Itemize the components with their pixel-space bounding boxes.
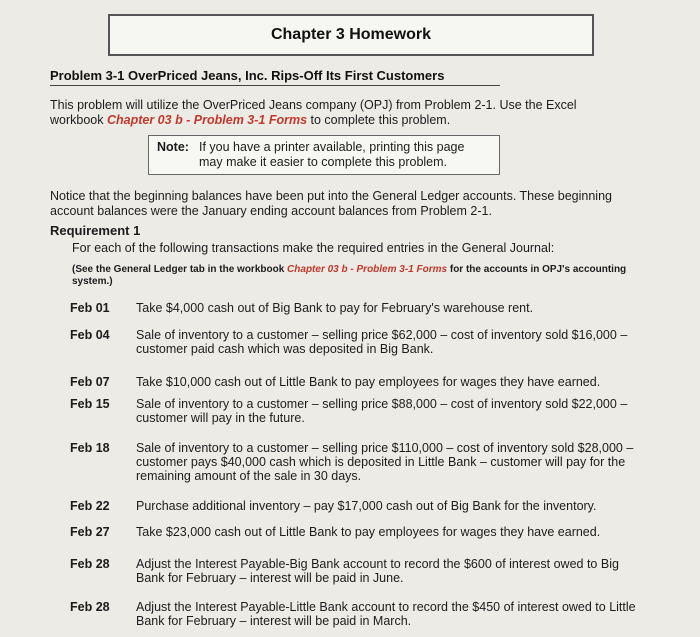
transaction-row: [70, 397, 640, 425]
transaction-description: Take $23,000 cash out of Little Bank to pay employees for wages they have earned.: [136, 525, 601, 539]
intro-text-after: to complete this problem.: [307, 113, 451, 127]
requirement-note-workbook: Chapter 03 b - Problem 3-1 Forms: [287, 264, 448, 275]
transaction-description: Sale of inventory to a customer – selling price $62,000 – cost of inventory sold $16,000 – customer paid cash which was deposited in Big Bank.: [136, 328, 628, 356]
note-box: [148, 135, 500, 175]
transaction-row: [70, 328, 640, 356]
requirement-intro: For each of the following transactions make the required entries in the General Journal:: [72, 241, 555, 255]
requirement-note: [72, 264, 642, 288]
transaction-row: [70, 441, 640, 483]
notice-paragraph: Notice that the beginning balances have been put into the General Ledger accounts. These beginning account balances were the January ending account balances from Problem 2-1.: [50, 189, 612, 218]
transaction-row: [70, 499, 640, 513]
requirement-note-after: for the accounts in OPJ's accounting system.): [72, 264, 627, 287]
transaction-date: Feb 28: [70, 600, 110, 614]
transaction-description: Sale of inventory to a customer – selling price $110,000 – cost of inventory sold $28,000 – customer pays $40,000 cash which is deposited in Little Bank – customer will pay for the remaining amount of the sale in 30 days.: [136, 441, 634, 483]
transaction-date: Feb 07: [70, 375, 110, 389]
transaction-date: Feb 27: [70, 525, 110, 539]
transaction-row: [70, 301, 640, 315]
requirement-note-before: (See the General Ledger tab in the workbook: [72, 264, 288, 275]
intro-paragraph: [50, 98, 630, 128]
transaction-description: Take $4,000 cash out of Big Bank to pay for February's warehouse rent.: [136, 301, 534, 315]
transaction-date: Feb 22: [70, 499, 110, 513]
page-title: Chapter 3 Homework: [270, 26, 432, 43]
title-box: [108, 14, 594, 56]
transaction-date: Feb 15: [70, 397, 110, 411]
transaction-row: [70, 525, 640, 539]
transaction-description: Sale of inventory to a customer – selling price $88,000 – cost of inventory sold $22,000 – customer will pay in the future.: [136, 397, 628, 425]
requirement-heading: Requirement 1: [50, 223, 141, 238]
transaction-date: Feb 01: [70, 301, 110, 315]
transaction-date: Feb 18: [70, 441, 110, 455]
transaction-date: Feb 28: [70, 557, 110, 571]
transaction-row: [70, 600, 640, 628]
transaction-date: Feb 04: [70, 328, 110, 342]
transaction-description: Take $10,000 cash out of Little Bank to pay employees for wages they have earned.: [136, 375, 601, 389]
workbook-name: Chapter 03 b - Problem 3-1 Forms: [106, 113, 308, 127]
transaction-row: [70, 375, 640, 389]
transaction-description: Adjust the Interest Payable-Big Bank account to record the $600 of interest owed to Big Bank for February – interest will be paid in June.: [136, 557, 619, 585]
problem-heading: Problem 3-1 OverPriced Jeans, Inc. Rips-Off Its First Customers: [50, 68, 500, 86]
note-label: Note:: [157, 140, 189, 154]
transaction-description: Adjust the Interest Payable-Little Bank account to record the $450 of interest owed to Little Bank for February – interest will be paid in March.: [136, 600, 636, 628]
transaction-description: Purchase additional inventory – pay $17,000 cash out of Big Bank for the inventory.: [136, 499, 597, 513]
intro-text-before: This problem will utilize the OverPriced Jeans company (OPJ) from Problem 2-1. Use the Excel workbook: [50, 98, 577, 127]
note-text: If you have a printer available, printing this page may make it easier to complete this problem.: [199, 140, 465, 169]
transaction-row: [70, 557, 640, 585]
